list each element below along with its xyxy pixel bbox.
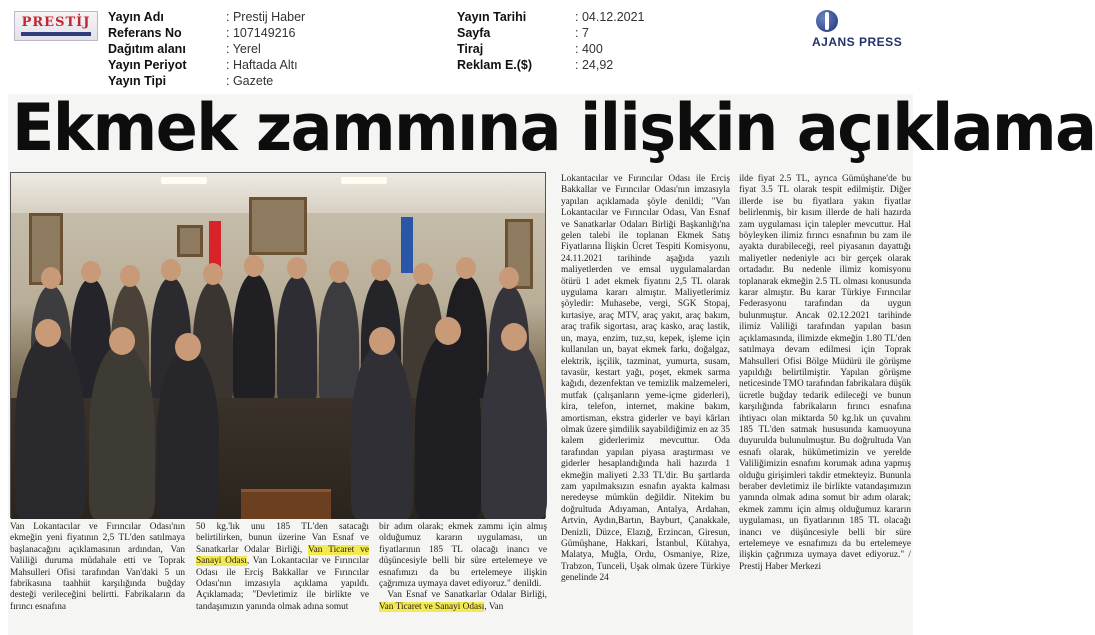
publication-logo [14,11,98,41]
photo-head [501,323,527,351]
photo-head [35,319,61,347]
article-column-bottom-1 [10,522,185,626]
photo-head [203,263,223,285]
photo-lamp [341,177,387,184]
highlighted-mention: Van Ticaret ve Sanayi Odası [196,544,369,567]
photo-head [499,267,519,289]
meta-value: : Yerel [226,42,261,56]
meta-key: Sayfa [457,26,491,40]
meta-row [108,41,305,57]
meta-row [457,9,645,25]
meta-value: : 04.12.2021 [575,10,645,24]
photo-head [244,255,264,277]
photo-head [109,327,135,355]
meta-value: : Gazete [226,74,274,88]
article-text: , Van [484,601,504,612]
meta-row [108,25,305,41]
photo-person [415,333,481,519]
photo-head [81,261,101,283]
photo-head [41,267,61,289]
article-paragraph: bir adım olarak; ekmek zammı için almış olduğumuz kararın uygulaması, un fiyatlarının 185 TL olacağı inancı ve düşüncesiyle belli bir süre ertelemeye ve esnafımızı da bu ertelemeye ilişkin çağrımıza uymaya davet ediyoruz." denildi. [379,522,547,590]
photo-person [319,279,359,403]
article-paragraph: Van Lokantacılar ve Fırıncılar Odası'nın ekmeğin yeni fiyatının 2,5 TL'den satılmaya başlanacağını açıklamasının ardından, Van Valiliği duruma müdahale etti ve Toprak Mahsulleri Ofisi tarafından Van'daki 5 un fabrikasına taahhüt karşılığında buğday desteği verileceğini belirtti. Fabrikaların da fırıncı esnafına [10,522,185,612]
meta-row [108,9,305,25]
article-text: Van Esnaf ve Sanatkarlar Odalar Birliği, [387,590,547,601]
agency-logo [812,10,912,50]
highlighted-mention: Van Ticaret ve Sanayi Odası [379,601,485,612]
article-paragraph: Lokantacılar ve Fırıncılar Odası ile Erciş Bakkallar ve Fırıncılar Odası'nın imzasıyla yapılan açıklamada şöyle denildi; "Van Lokantacılar ve Fırıncılar Odası, Van Esnaf ve Sanatkarlar Odaları Birliği Başkanlığı'na gelen talebi ile toplanan Ekmek Satış Fiyatlarına İlişkin Ücret Tespiti Komisyonu, 24.11.2021 tarihinde aşağıda yazılı maliyetlerden ve emsal uygulamalardan ötürü 1 adet ekmek fiyatını 2,5 TL olarak uygulama kararı almıştır. Maliyetlerimiz şöyledir: Muhasebe, vergi, SGK Stopaj, kırtasiye, araç MTV, araç yakıt, araç bakım, araç trafik sigortası, araç kasko, araç lastik, un, maya, enzim, tuz,su, kepek, işleme için kullanılan un, bayat ekmek farkı, doğalgaz, elektrik, işçilik, tazminat, yumurta, susam, tavasür, kestart yağı, poşet, ekmek sarma kağıdı, dezenfektan ve temizlik malzemeleri, mutfak (çalışanların yeme-içme giderleri), kira, telefon, internet, makine bakım, amortisman, ekstra giderler ve bayi kârları olmak üzere şimdilik sayabildiğimiz en az 35 kalem giderlerimiz mevcuttur. Oda tarafından yapılan piyasa araştırması ve giderler hesaplandığında hali hazırda 1 ekmeğin maliyeti 2.33 TL'dir. Bu şartlarda zam yapılmaksızın esnafın ayakta kalması neredeyse mümkün değildir. Nitekim bu doğrultuda Adıyaman, Antalya, Ardahan, Artvin, Aydın,Bartın, Bayburt, Çanakkale, Denizli, Düzce, Elazığ, Erzincan, Giresun, Gümüşhane, Hakkari, İstanbul, Kütahya, Malatya, Muğla, Ordu, Osmaniye, Rize, Trabzon, Tunceli, Uşak olmak üzere Türkiye genelinde 24 [561,174,730,584]
meta-key: Yayın Adı [108,10,164,24]
article-paragraph [379,590,547,613]
metadata-left [108,9,305,89]
photo-head [371,259,391,281]
meta-row [108,57,305,73]
meta-value: : Prestij Haber [226,10,306,24]
photo-head [120,265,140,287]
photo-lamp [161,177,207,184]
meta-value: : 24,92 [575,58,614,72]
article-photo [10,172,546,518]
meta-key: Yayın Tipi [108,74,167,88]
meta-key: Yayın Tarihi [457,10,527,24]
photo-head [287,257,307,279]
meta-row [457,41,645,57]
meta-value: : 107149216 [226,26,296,40]
photo-person [351,343,413,519]
publication-logo-text: PRESTİJ [21,15,91,30]
meta-key: Dağıtım alanı [108,42,186,56]
meta-key: Tiraj [457,42,484,56]
article-text: , Van Lokantacılar ve Fırıncılar Odası ile Erciş Bakkallar ve Fırıncılar Odası'nın imzasıyla açıklama yapıldı. Açıklamada; "Devletimiz ile birlikte ve tandaşımızın yanında olmak adına somut [196,556,369,612]
article-column-right-2 [739,174,911,620]
photo-flag [401,217,413,273]
article-text: 50 kg.'lık unu 185 TL'den satacağı belirtilirken, bunun üzerine Van Esnaf ve Sanatkarlar Odalar Birliği, [196,522,369,555]
agency-name: AJANS PRESS [812,35,903,49]
photo-wall-frame [177,225,203,257]
meta-value: : Haftada Altı [226,58,298,72]
photo-table [241,489,331,519]
photo-head [435,317,461,345]
article-headline: Ekmek zammına ilişkin açıklama [12,88,1095,166]
article-column-right-1 [561,174,730,620]
photo-head [413,263,433,285]
meta-row [108,73,305,89]
photo-person [157,349,219,519]
agency-globe-icon [816,10,838,32]
photo-head [161,259,181,281]
photo-head [175,333,201,361]
article-column-bottom-2 [196,522,369,626]
meta-value: : 7 [575,26,589,40]
photo-person [277,275,317,403]
metadata-right [457,9,645,73]
photo-head [456,257,476,279]
meta-key: Referans No [108,26,182,40]
meta-key: Yayın Periyot [108,58,187,72]
clipping-header [0,0,920,92]
meta-value: : 400 [575,42,603,56]
photo-person [233,273,275,403]
meta-key: Reklam E.($) [457,58,533,72]
article-column-bottom-3 [379,522,547,626]
article-paragraph: ilde fiyat 2.5 TL, ayrıca Gümüşhane'de bu fiyat 3.5 TL olarak tespit edilmiştir. Diğer illerde ise bu fiyatlara yakın fiyatlar belirlenmiş, bir kısım illerde de hali hazırda zam uygulaması için talepler mevcuttur. Hal böyleyken ilimiz fırıncı esnafının bu zam ile ayakta durabileceği, reel piyasanın dayattığı maliyetler nedeniyle acı bir gerçek olarak ortadadır. Bu nedenle ilimiz komisyonu toplanarak ekmeğin 2.5 TL olması konusunda karar almıştır. Bu karar Türkiye Fırıncılar Federasyonu tarafından da uygun bulunmuştur. Ancak 02.12.2021 tarihinde ilimiz Valiliği tarafından yapılan basın açıklamasında, ilimizde ekmeğin 1.80 TL'den satılmaya devam edilmesi için Toprak Mahsulleri Ofisi Bölge Müdürü ile görüşme yapıldığı belirtilmiştir. Yapılan görüşme neticesinde TMO tarafından fabrikalara düşük ücretle buğday tedarik edileceği ve bunun karşılığında fabrikaların fırıncı esnafına ihtiyacı olan miktarda 50 kg.lık un çuvalını 185 TL'den satmak hususunda kamuoyuna duyurulda bulunulmuştur. Bu doğrultuda Van esnafı olarak, hükümetimizin ve yerelde Valiliğimizin esnafını korumak adına yapmış olduğu girişimleri takdir etmekteyiz. Bununla beraber devletimiz ile birlikte vatandaşımızın yanında olmak adına somut bir adım olarak; ekmek zammı için almış olduğumuz kararın uygulaması, un fiyatlarının 185 TL olacağı inancı ve düşüncesiyle belli bir süre ertelemeye ve esnafımızı da bu ertelemeye ilişkin çağrımıza uymaya davet ediyoruz." / Prestij Haber Merkezi [739,174,911,572]
meta-row [457,25,645,41]
meta-row [457,57,645,73]
photo-person [481,339,547,519]
photo-person [15,333,85,519]
photo-portrait-frame [249,197,307,255]
photo-person [89,343,155,519]
photo-head [329,261,349,283]
photo-head [369,327,395,355]
publication-logo-strip [21,32,91,36]
article-paragraph [196,522,369,613]
